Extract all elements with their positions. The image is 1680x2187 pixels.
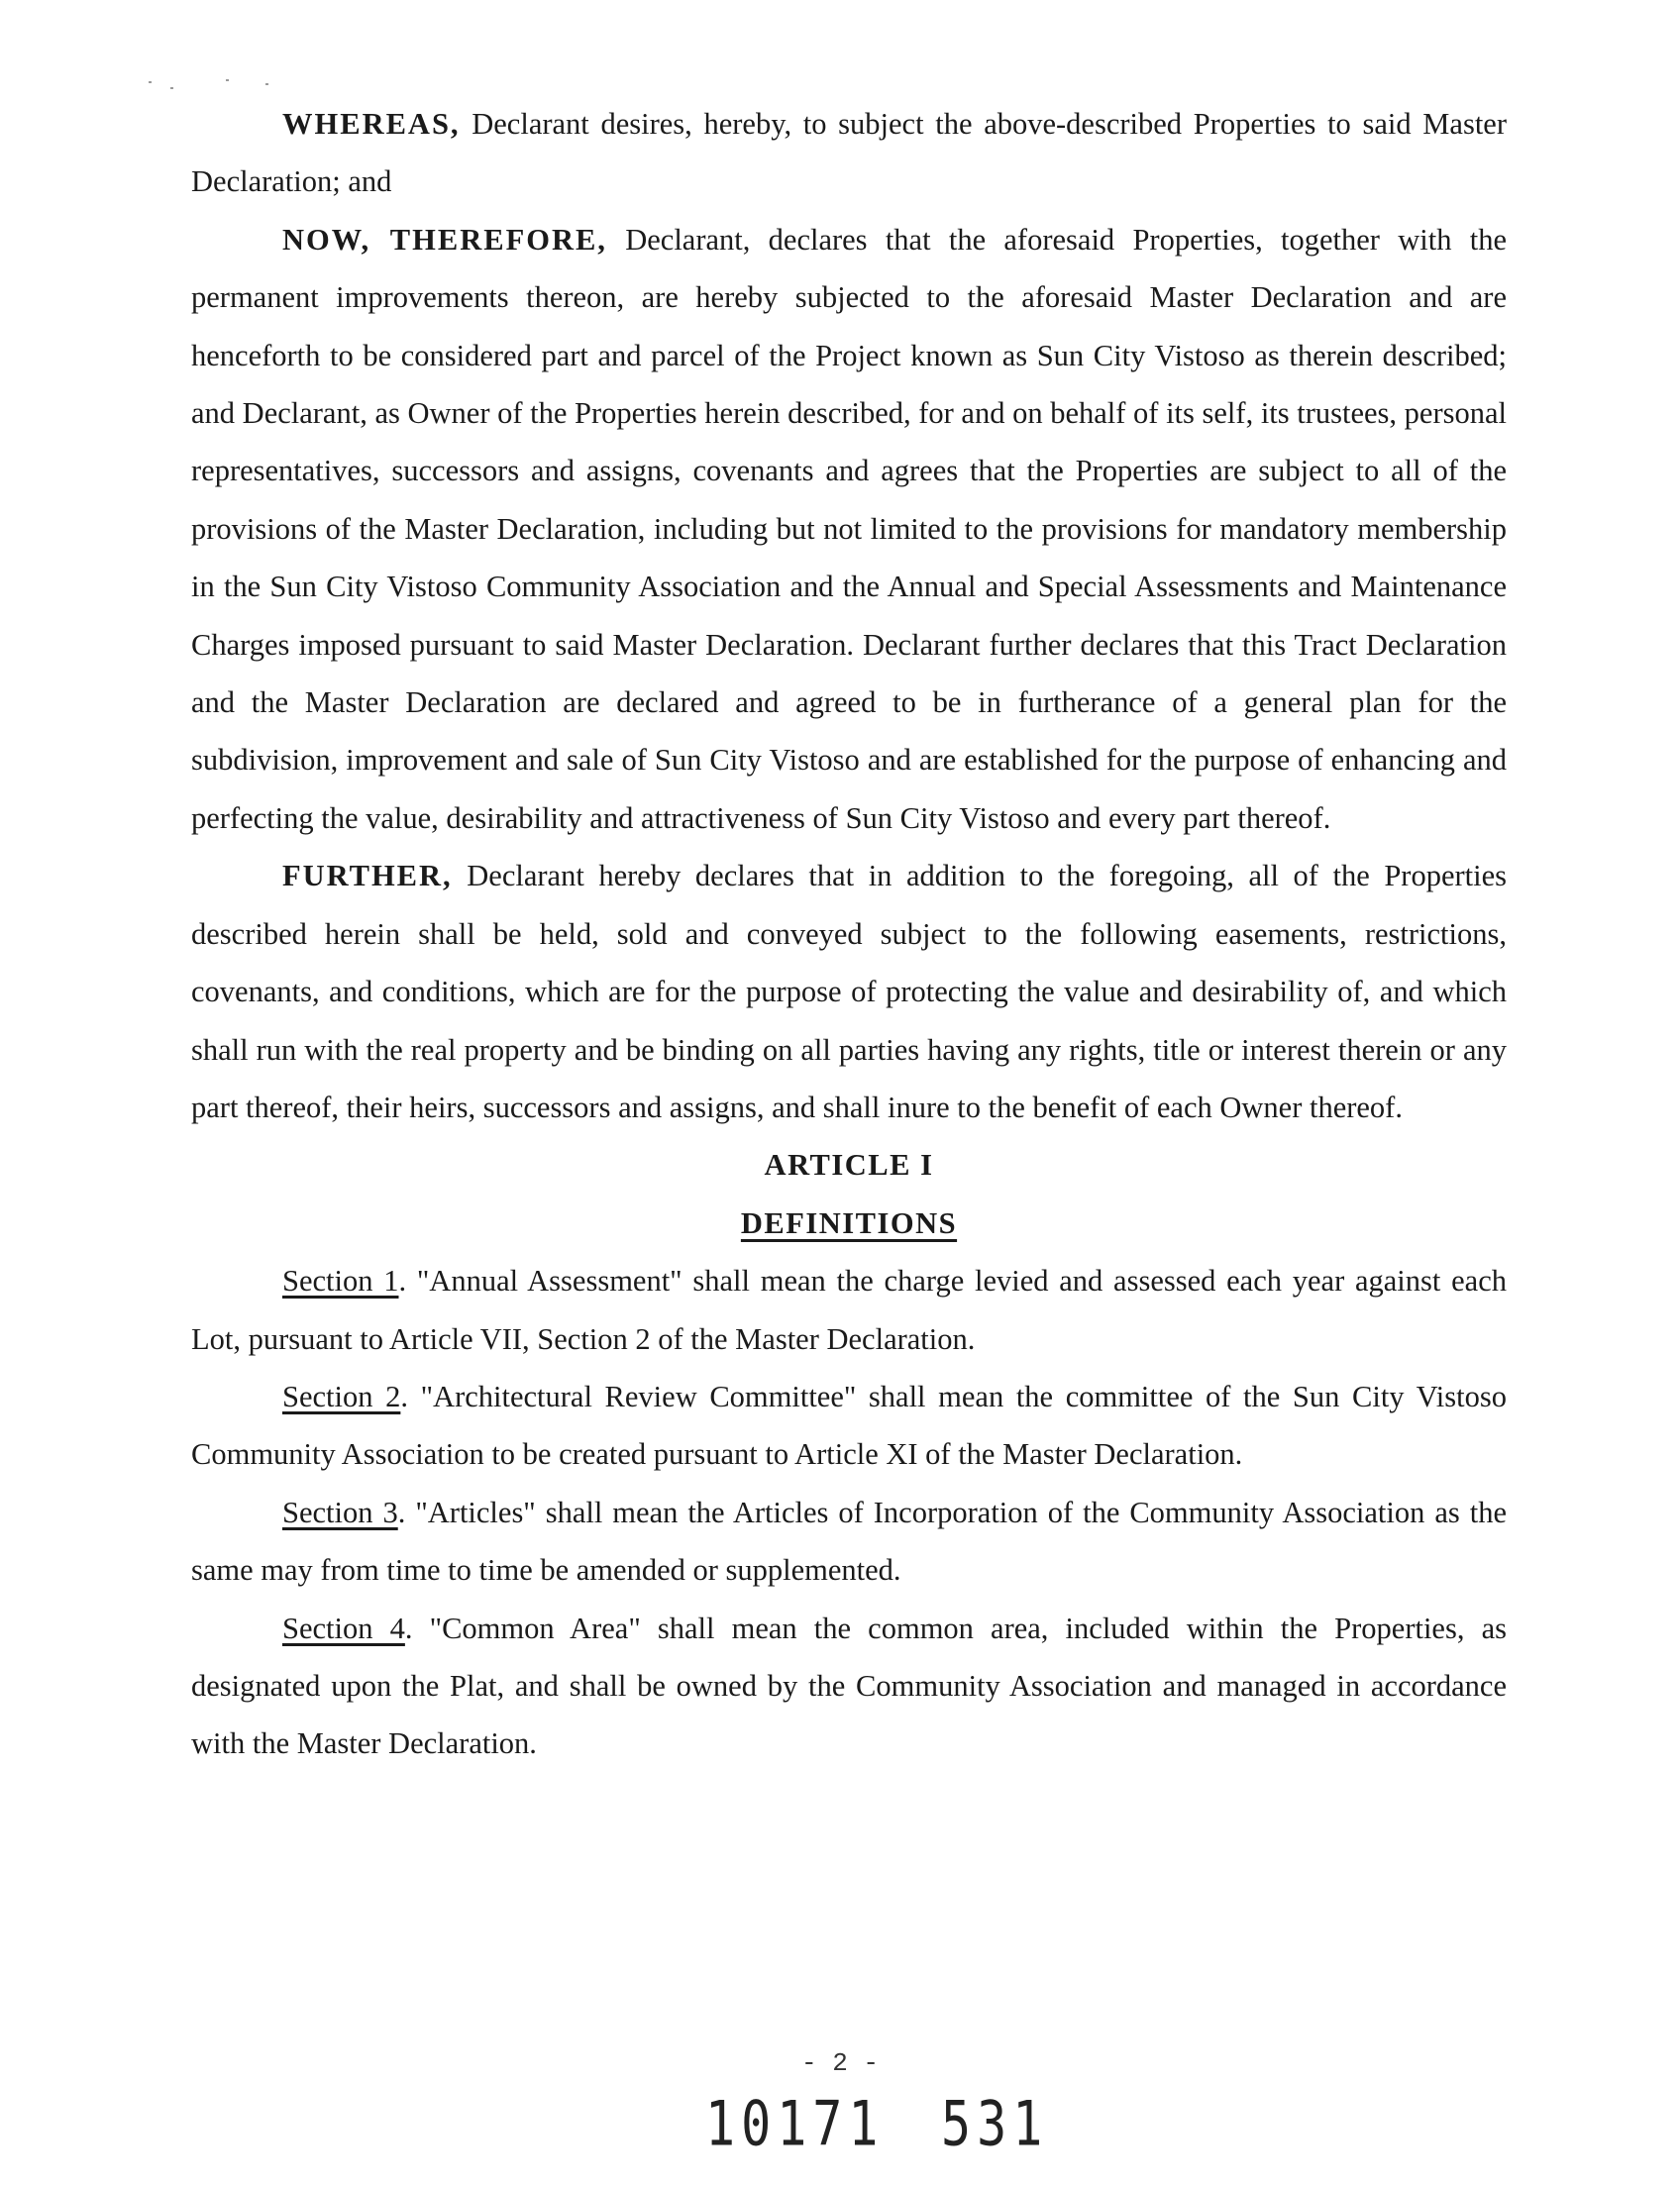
- article-title: DEFINITIONS: [740, 1205, 958, 1240]
- section-2-text: . "Architectural Review Committee" shall mean the committee of the Sun City Vistoso Community Association to be created pursuant to Article XI of the Master Declaration.: [191, 1379, 1507, 1472]
- whereas-paragraph: [191, 95, 1507, 211]
- section-3: [191, 1484, 1507, 1600]
- recording-stamp-docket: 10171: [705, 2088, 885, 2160]
- further-lead: FURTHER,: [282, 859, 453, 893]
- now-therefore-lead: NOW, THEREFORE,: [282, 222, 607, 257]
- further-text: Declarant hereby declares that in addition to the foregoing, all of the Properties described herein shall be held, sold and conveyed subject to the following easements, restrictions, covenants, and conditions, which are for the purpose of protecting the value and desirability of, and which shall run with the real property and be binding on all parties having any rights, title or interest therein or any part thereof, their heirs, successors and assigns, and shall inure to the benefit of each Owner thereof.: [191, 859, 1507, 1124]
- section-4-label: Section 4: [282, 1611, 405, 1645]
- section-3-text: . "Articles" shall mean the Articles of Incorporation of the Community Association as the same may from time to time be amended or supplemented.: [191, 1495, 1507, 1588]
- article-number: ARTICLE I: [764, 1148, 934, 1183]
- section-1-label: Section 1: [282, 1264, 399, 1299]
- recording-stamp-page: 531: [941, 2088, 1049, 2160]
- further-paragraph: [191, 847, 1507, 1136]
- section-4: [191, 1600, 1507, 1773]
- now-therefore-text: Declarant, declares that the aforesaid Properties, together with the permanent improvements thereon, are hereby subjected to the aforesaid Master Declaration and are henceforth to be considered part and parcel of the Project known as Sun City Vistoso as therein described; and Declarant, as Owner of the Properties herein described, for and on behalf of its self, its trustees, personal representatives, successors and assigns, covenants and agrees that the Properties are subject to all of the provisions of the Master Declaration, including but not limited to the provisions for mandatory membership in the Sun City Vistoso Community Association and the Annual and Special Assessments and Maintenance Charges imposed pursuant to said Master Declaration. Declarant further declares that this Tract Declaration and the Master Declaration are declared and agreed to be in furtherance of a general plan for the subdivision, improvement and sale of Sun City Vistoso and are established for the purpose of enhancing and perfecting the value, desirability and attractiveness of Sun City Vistoso and every part thereof.: [191, 222, 1508, 835]
- scan-speck: [149, 81, 152, 83]
- scan-speck: [265, 83, 268, 85]
- section-3-label: Section 3: [282, 1495, 398, 1529]
- scan-speck: [170, 87, 173, 89]
- section-4-text: . "Common Area" shall mean the common area, included within the Properties, as designated upon the Plat, and shall be owned by the Community Association and managed in accordance with the Master Declaration.: [191, 1611, 1507, 1761]
- section-1-text: . "Annual Assessment" shall mean the charge levied and assessed each year against each Lot, pursuant to Article VII, Section 2 of the Master Declaration.: [191, 1264, 1507, 1356]
- scan-speck: [226, 79, 229, 81]
- whereas-lead: WHEREAS,: [282, 107, 461, 141]
- section-1: [191, 1252, 1507, 1368]
- section-2-label: Section 2: [282, 1379, 401, 1413]
- whereas-text: Declarant desires, hereby, to subject the above-described Properties to said Master Declaration; and: [191, 107, 1507, 199]
- body-text: [191, 95, 1507, 1773]
- section-2: [191, 1368, 1507, 1484]
- now-therefore-paragraph: [191, 211, 1507, 847]
- page-number: - 2 -: [800, 2048, 879, 2078]
